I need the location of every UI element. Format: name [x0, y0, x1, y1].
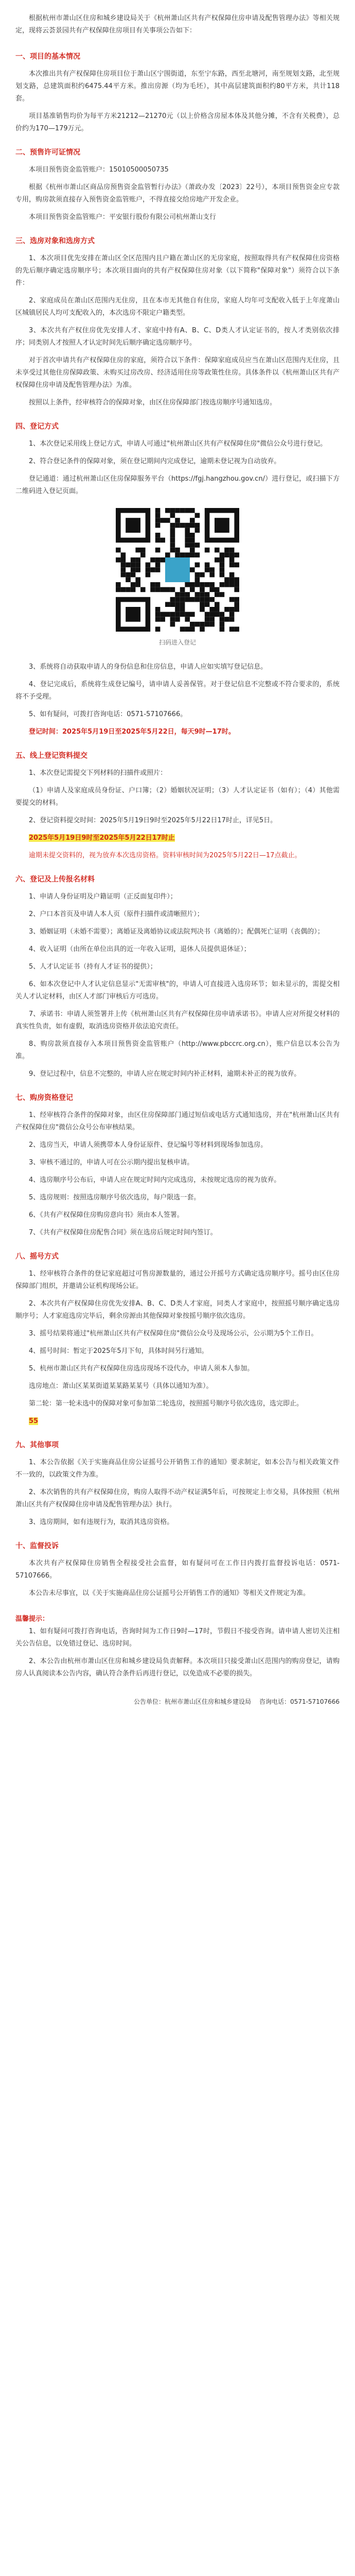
- section-paragraph: 4、收入证明（由所在单位出具的近一年收入证明，退休人员提供退休证）；: [29, 945, 251, 953]
- tips-title: 温馨提示：: [15, 1615, 49, 1623]
- sections-container: [15, 50, 340, 1600]
- section-paragraph: 3、摇号结果将通过"杭州萧山区共有产权保障住房"微信公众号及现场公示，公示期为5个工作日。: [29, 1330, 318, 1337]
- section-paragraph: 4、选房顺序号公布后，申请人应在规定时间内完成选房，未按规定选房的视为放弃。: [29, 1176, 281, 1184]
- highlight-text: 2025年5月19日9时至2025年5月22日17时止: [29, 834, 175, 842]
- footer-issuer: 公告单位：杭州市萧山区住房和城乡建设局: [134, 1698, 252, 1705]
- section-paragraph: 本项目预售资金监管账户：15010500050735: [29, 166, 169, 174]
- section-paragraph: 4、登记完成后，系统将生成登记编号，请申请人妥善保管。对于登记信息不完整或不符合要求的，系统将不予受理。: [15, 681, 340, 701]
- section-title: 四、登记方式: [15, 422, 59, 431]
- section-paragraph: 登记通道：通过杭州萧山区住房保障服务平台（https://fgj.hangzhou.gov.cn/）进行登记，或扫描下方二维码进入登记页面。: [15, 475, 340, 495]
- section-paragraph: 2、本次销售的共有产权保障住房，购房人取得不动产权证满5年后，可按规定上市交易，具体按照《杭州萧山区共有产权保障住房申请及配售管理办法》执行。: [15, 1488, 340, 1509]
- section-paragraph: 2、本次共有产权保障住房优先安排A、B、C、D类人才家庭，同类人才家庭中，按照摇号顺序确定选房顺序号；人才家庭选房完毕后，剩余房源由其他保障对象按摇号顺序依次选房。: [15, 1300, 340, 1320]
- section-paragraph: 2、符合登记条件的保障对象，须在登记期间内完成登记，逾期未登记视为自动放弃。: [29, 457, 281, 465]
- section-paragraph: 2、家庭成员在萧山区范围内无住房，且在本市无其他自有住房，家庭人均年可支配收入低于上年度萧山区城镇居民人均可支配收入的，本次选房不限定户籍类型。: [15, 297, 340, 317]
- section-paragraph: 1、经审核符合条件的保障对象，由区住房保障部门通过短信或电话方式通知选房，并在"杭州萧山区共有产权保障住房"微信公众号公布审核结果。: [15, 1111, 340, 1131]
- section-paragraph: 3、婚姻证明（未婚不需要）；离婚证及离婚协议或法院判决书（离婚的）；配偶死亡证明（丧偶的）；: [29, 928, 324, 936]
- section-paragraph: 本次共有产权保障住房销售全程接受社会监督，如有疑问可在工作日内拨打监督投诉电话：0571-57107666。: [15, 1560, 340, 1580]
- qr-code-icon[interactable]: [116, 508, 239, 632]
- section-paragraph: 6、如本次登记中人才认定信息显示"无需审核"的，申请人可直接进入选房环节；如未显示的，需提交相关人才认定材料，由区人才部门审核后方可选房。: [15, 980, 340, 1001]
- section-paragraph: 7、承诺书：申请人须签署并上传《杭州萧山区共有产权保障住房申请承诺书》。申请人应对所提交材料的真实性负责，如有虚假，取消选房资格并依法追究责任。: [15, 1010, 340, 1030]
- section-paragraph: 1、经审核符合条件的登记家庭超过可售房源数量的，通过公开摇号方式确定选房顺序号。摇号由区住房保障部门组织，并邀请公证机构现场公证。: [15, 1270, 340, 1290]
- tip-paragraph: 2、本公告由杭州市萧山区住房和城乡建设局负责解释。本次项目只接受萧山区范围内的购房登记，请购房人认真阅读本公告内容，确认符合条件后再进行登记，以免造成不必要的损失。: [15, 1657, 340, 1677]
- section-paragraph: 1、申请人身份证明及户籍证明（正反面复印件）；: [29, 893, 177, 901]
- footer: [15, 1696, 340, 1708]
- section-paragraph: 按照以上条件，经审核符合的保障对象，由区住房保障部门按选房顺序号通知选房。: [29, 399, 277, 406]
- qr-code-block[interactable]: [15, 508, 340, 649]
- section-paragraph: 5、如有疑问，可拨打咨询电话：0571-57107666。: [29, 710, 187, 718]
- section-title: 五、线上登记资料提交: [15, 752, 87, 760]
- section-paragraph: 3、选房期间，如有违规行为，取消其选房资格。: [29, 1518, 174, 1526]
- section-paragraph: 本次推出共有产权保障住房项目位于萧山区宁围街道，东至宁东路，西至北塘河，南至规划支路，北至规划支路，总建筑面积约6475.44平方米。推出房源（均为毛坯），其中高层建筑面积约80平方米，共计118套。: [15, 70, 340, 103]
- section-paragraph: 1、本公告依据《关于实施商品住房公证摇号公开销售工作的通知》要求制定，如本公告与相关政策文件不一致的，以政策文件为准。: [15, 1459, 340, 1479]
- section-paragraph: 第二轮：第一轮未选中的保障对象可参加第二轮选房，按照摇号顺序号依次选房，选完即止。: [29, 1400, 304, 1408]
- section-title: 三、选房对象和选房方式: [15, 237, 95, 245]
- section-paragraph: 本公告未尽事宜，以《关于实施商品住房公证摇号公开销售工作的通知》等相关文件规定为准。: [29, 1589, 310, 1597]
- section-paragraph: 5、人才认定证书（持有人才证书的提供）；: [29, 963, 157, 971]
- section-title: 七、购房资格登记: [15, 1094, 73, 1102]
- section-paragraph: 4、摇号时间：暂定于2025年5月下旬，具体时间另行通知。: [29, 1347, 208, 1355]
- section-paragraph: 根据《杭州市萧山区商品房预售资金监管暂行办法》（萧政办发〔2023〕22号），本项目预售资金应专款专用，购房款须直接存入预售资金监管账户，不得直接交给房地产开发企业。: [15, 183, 340, 204]
- section-title: 一、项目的基本情况: [15, 53, 80, 61]
- section-paragraph: 选房地点：萧山区某某街道某某路某某号（具体以通知为准）。: [29, 1382, 213, 1390]
- intro-paragraph: 根据杭州市萧山区住房和城乡建设局关于《杭州萧山区共有产权保障住房申请及配售管理办法》等相关规定，现将云荟景园共有产权保障住房项目有关事项公告如下：: [15, 14, 340, 35]
- section-title: 八、摇号方式: [15, 1252, 59, 1261]
- tips-container: [15, 1625, 340, 1680]
- section-paragraph: 1、本次登记采用线上登记方式，申请人可通过"杭州萧山区共有产权保障住房"微信公众号进行登记。: [29, 440, 327, 448]
- section-note: 逾期未提交资料的，视为放弃本次选房资格。资料审核时间为2025年5月22日—17点截止。: [29, 852, 301, 859]
- section-paragraph: 3、系统将自动获取申请人的身份信息和住房信息，申请人应如实填写登记信息。: [29, 663, 268, 671]
- section-paragraph: 5、杭州市萧山区共有产权保障住房选房现场不设代办，申请人须本人参加。: [29, 1365, 254, 1372]
- footer-contact: 咨询电话：0571-57107666: [259, 1698, 340, 1705]
- section-title: 九、其他事项: [15, 1441, 59, 1449]
- section-paragraph: 本项目预售资金监管账户：平安银行股份有限公司杭州萧山支行: [29, 213, 217, 221]
- section-paragraph: 3、审核不通过的，申请人可在公示期内提出复核申请。: [29, 1159, 194, 1166]
- tip-paragraph: 1、如有疑问可拨打咨询电话，咨询时间为工作日9时—17时，节假日不接受咨询。请申请人密切关注相关公告信息，以免错过登记、选房时间。: [15, 1628, 340, 1648]
- section-paragraph: 6、《共有产权保障住房购房意向书》须由本人签署。: [29, 1211, 184, 1219]
- section-paragraph: 2、登记资料提交时间：2025年5月19日9时至2025年5月22日17时止，详见5日。: [29, 817, 277, 824]
- section-paragraph: 9、登记过程中，信息不完整的，申请人应在规定时间内补正材料，逾期未补正的视为放弃。: [29, 1070, 301, 1078]
- section-paragraph: 1、本次登记需提交下列材料的扫描件或照片：: [29, 769, 167, 777]
- section-paragraph: 3、本次共有产权住房优先安排人才、家庭中持有A、B、C、D类人才认定证书的，按人才类别依次排序；同类别人才按照人才认定时间先后顺序确定选房顺序号。: [15, 327, 340, 347]
- section-paragraph: 项目基准销售均价为每平方米21212—21270元（以上价格含房屋本体及其他分摊，不含有关税费），总价约为170—179万元。: [15, 112, 340, 132]
- highlight-line: [15, 1415, 340, 1428]
- section-paragraph: 1、本次项目优先安排在萧山区全区范围内且户籍在萧山区的无房家庭，按照取得共有产权保障住房资格的先后顺序确定选房顺序号；本次项目面向的共有产权保障住房对象（以下简称"保障对象"）须符合以下条件：: [15, 255, 340, 287]
- section-paragraph: 8、购房款须直接存入本项目预售资金监管账户（http://www.pbccrc.org.cn），账户信息以本公告为准。: [15, 1040, 340, 1060]
- section-paragraph: 7、《共有产权保障住房配售合同》须在选房后规定时间内签订。: [29, 1229, 217, 1236]
- section-paragraph: （1）申请人及家庭成员身份证、户口簿；（2）婚姻状况证明；（3）人才认定证书（如有）；（4）其他需要提交的材料。: [15, 787, 340, 807]
- highlight-line: [15, 832, 340, 844]
- section-title: 二、预售许可证情况: [15, 148, 80, 157]
- section-paragraph: 2、选房当天，申请人须携带本人身份证原件、登记编号等材料到现场参加选房。: [29, 1141, 268, 1149]
- section-paragraph: 对于首次申请共有产权保障住房的家庭，须符合以下条件：保障家庭成员应当在萧山区范围内无住房，且未享受过其他住房保障政策、未购买过房改房、经济适用住房等政策性住房。具体条件以《杭州萧山区共有产权保障住房申请及配售管理办法》为准。: [15, 357, 340, 389]
- registration-time: 登记时间：2025年5月19日至2025年5月22日，每天9时—17时。: [29, 728, 235, 736]
- section-title: 十、监督投诉: [15, 1542, 59, 1550]
- section-title: 六、登记及上传报名材料: [15, 875, 95, 884]
- section-paragraph: 5、选房规则：按照选房顺序号依次选房，每户限选一套。: [29, 1194, 201, 1201]
- section-paragraph: 2、户口本首页及申请人本人页（原件扫描件或清晰照片）；: [29, 910, 204, 918]
- qr-caption: 扫码进入登记: [158, 639, 196, 646]
- highlight-text: 55: [29, 1417, 39, 1425]
